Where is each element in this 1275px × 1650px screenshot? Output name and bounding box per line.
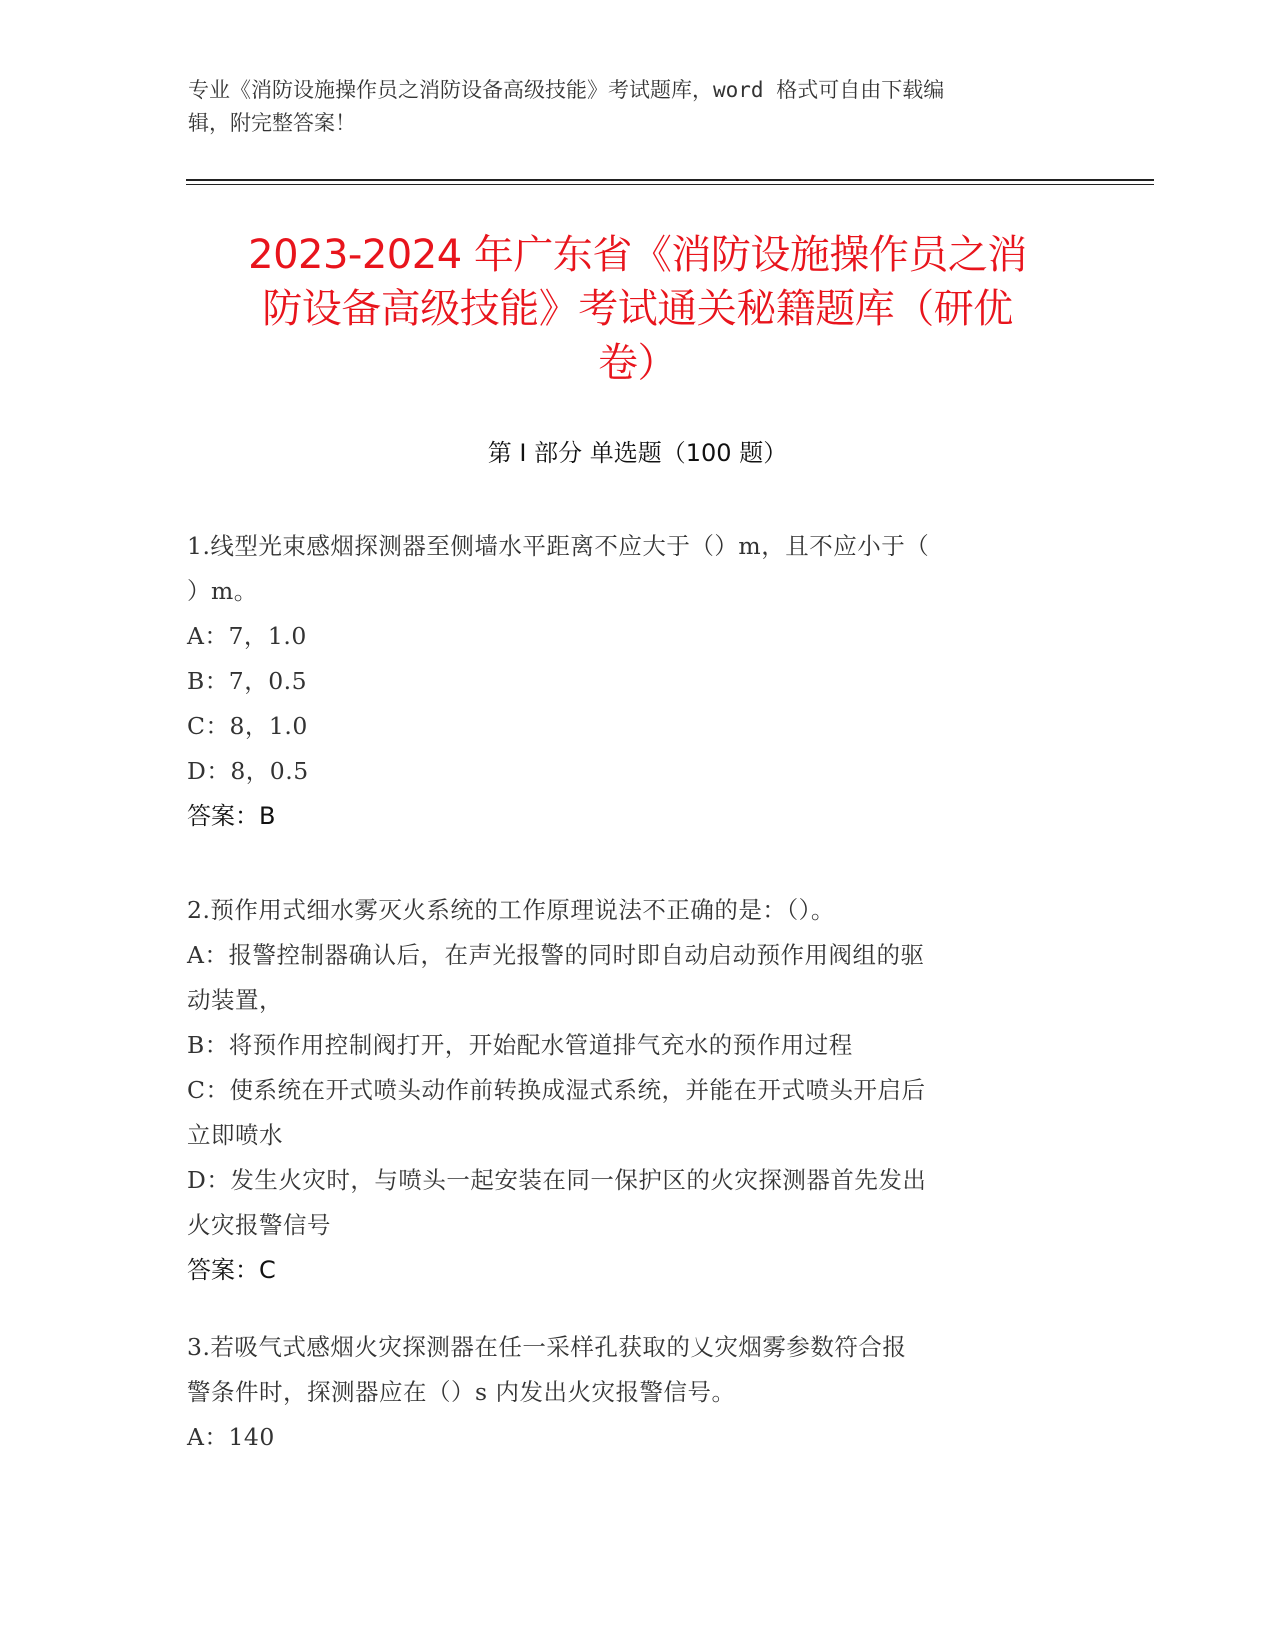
question-stem: ）m。	[187, 577, 258, 605]
document-title-line: 卷）	[598, 340, 677, 386]
question-stem: 3.若吸气式感烟火灾探测器在任一采样孔获取的乂灾烟雾参数符合报	[187, 1333, 907, 1361]
option-a-continued: 动装置，	[187, 986, 283, 1014]
header-note-line: 辑，附完整答案！	[188, 111, 356, 135]
option-b: B：7，0.5	[187, 667, 308, 695]
option-b: B：将预作用控制阀打开，开始配水管道排气充水的预作用过程	[187, 1031, 853, 1059]
option-a: A：报警控制器确认后，在声光报警的同时即自动启动预作用阀组的驱	[187, 941, 925, 969]
header-note	[188, 74, 1088, 140]
option-c: C：8，1.0	[187, 712, 308, 740]
header-note-line: 专业《消防设施操作员之消防设备高级技能》考试题库，word 格式可自由下载编	[188, 78, 945, 102]
option-a: A：140	[187, 1423, 275, 1451]
header-divider-thin	[186, 184, 1154, 185]
option-d: D：8，0.5	[187, 757, 309, 785]
document-title-line: 2023-2024 年广东省《消防设施操作员之消	[248, 232, 1027, 278]
question-2	[187, 888, 1087, 1293]
option-c: C：使系统在开式喷头动作前转换成湿式系统，并能在开式喷头开启后	[187, 1076, 926, 1104]
question-stem: 2.预作用式细水雾灭火系统的工作原理说法不正确的是：（）。	[187, 896, 835, 924]
document-title-line: 防设备高级技能》考试通关秘籍题库（研优	[262, 286, 1013, 332]
option-c-continued: 立即喷水	[187, 1121, 283, 1149]
option-d: D：发生火灾时，与喷头一起安装在同一保护区的火灾探测器首先发出	[187, 1166, 927, 1194]
question-3	[187, 1325, 1087, 1460]
option-a: A：7，1.0	[187, 622, 307, 650]
answer: 答案：C	[187, 1256, 276, 1284]
header-divider	[186, 179, 1154, 181]
answer: 答案：B	[187, 802, 276, 830]
option-d-continued: 火灾报警信号	[187, 1211, 331, 1239]
section-title: 第 I 部分 单选题（100 题）	[487, 439, 788, 467]
question-stem: 警条件时，探测器应在（）s 内发出火灾报警信号。	[187, 1378, 736, 1406]
question-1	[187, 524, 1087, 839]
document-title	[186, 228, 1089, 390]
question-stem: 1.线型光束感烟探测器至侧墙水平距离不应大于（）m，且不应小于（	[187, 532, 930, 560]
